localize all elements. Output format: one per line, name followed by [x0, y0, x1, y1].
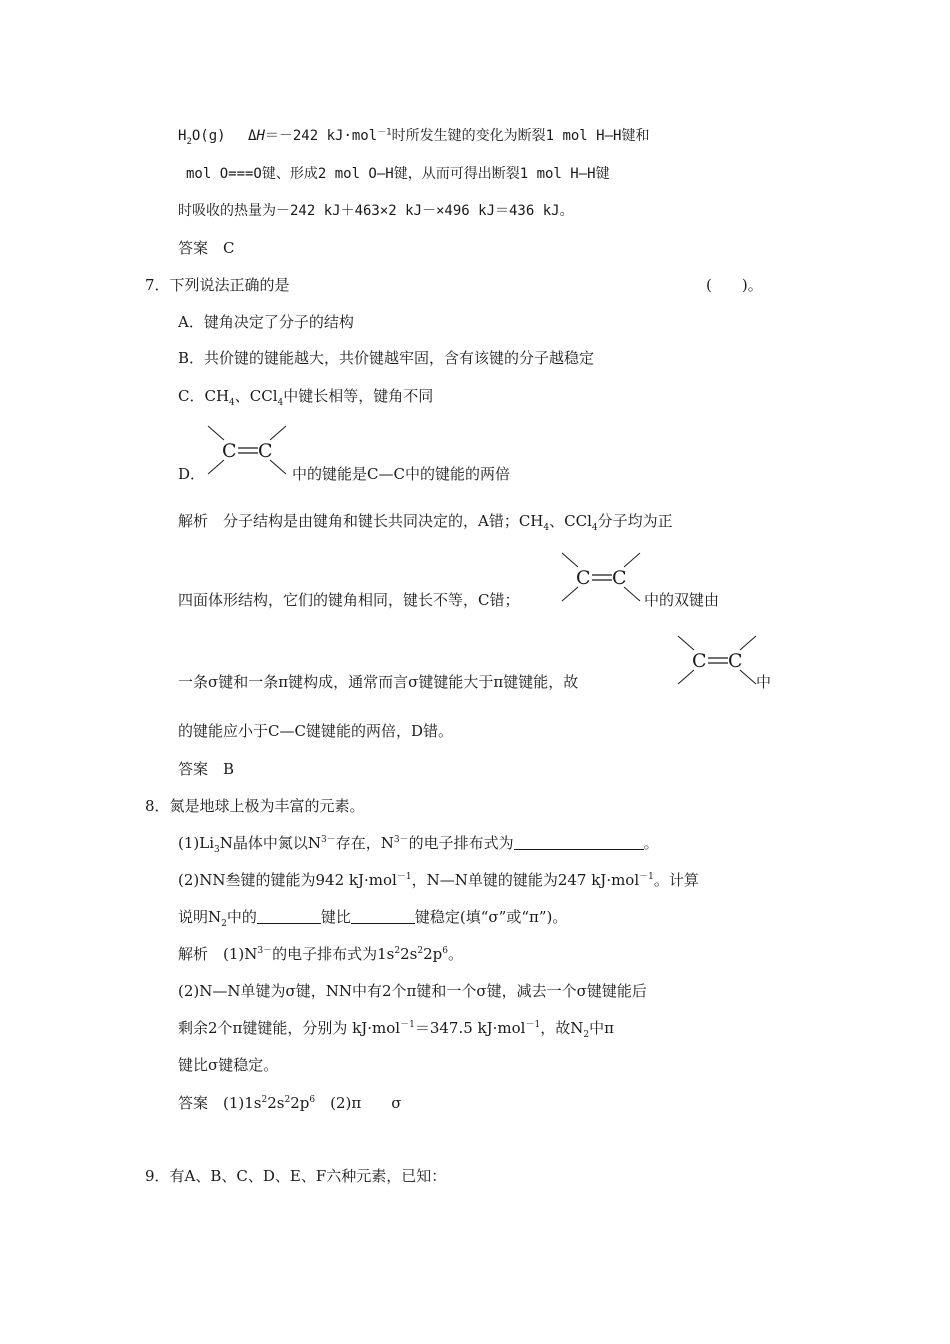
ethylene-structure-1	[202, 422, 292, 478]
analysis-8-line-3: 剩余2个π键键能，分别为 kJ·mol$^{-1}$＝347.5 kJ·mol$^{-1}$，故$N_2$中π	[178, 1019, 614, 1040]
analysis-7-line-2b: 中的双键由	[644, 591, 720, 609]
analysis-7-line-2a: 四面体形结构，它们的键角相同，键长不等，C错；	[178, 591, 520, 609]
option-7-d-label: D．	[178, 465, 206, 483]
option-7-c: C．$CH_4$、CCl$_4$中键长相等，键角不同	[178, 387, 434, 408]
answer-8: 答案 $(1)1s^22s^22p^6$ (2)π σ	[178, 1094, 402, 1112]
analysis-7-line-3b: 中	[756, 673, 772, 691]
analysis-7-line-4: 的键能应小于C—C键键能的两倍，D错。	[178, 722, 453, 740]
analysis-8-line-4: 键比σ键稳定。	[178, 1056, 279, 1074]
carbon-atom-left: C	[692, 650, 707, 672]
answer-blank[interactable]	[351, 909, 415, 924]
question-7-stem: 7．下列说法正确的是	[145, 276, 290, 294]
carbon-atom-right: C	[612, 567, 627, 589]
question-9-stem: 9．有A、B、C、D、E、F六种元素，已知：	[145, 1167, 447, 1185]
question-7-bracket: ( )。	[706, 276, 763, 294]
carbon-atom-right: C	[728, 650, 743, 672]
carbon-atom-left: C	[222, 440, 237, 462]
solution-line-3: 时吸收的热量为－242 kJ＋463×2 kJ－×496 kJ＝436 kJ。	[178, 203, 574, 219]
option-7-a: A．键角决定了分子的结构	[178, 313, 354, 331]
answer-blank[interactable]	[257, 909, 321, 924]
option-7-d-text: 中的键能是C—C中的键能的两倍	[292, 465, 510, 483]
question-8-part-2: (2)NN叁键的键能为942 kJ·mol$^{-1}$，N—N单键的键能为247 kJ·mol$^{-1}$。计算	[178, 871, 699, 889]
carbon-atom-left: C	[576, 567, 591, 589]
analysis-7-line-1: 解析 分子结构是由键角和键长共同决定的，A错；$CH_4$、CCl$_4$分子均为正	[178, 512, 673, 533]
question-8-part-1: $(1)Li_3N$晶体中氮以$N^{3-}$存在，$N^{3-}$的电子排布式为 。	[178, 834, 659, 855]
solution-line-2: mol O===O键、形成2 mol O—H键，从而可得出断裂1 mol H—H键	[186, 166, 610, 182]
question-8-stem: 8．氮是地球上极为丰富的元素。	[145, 797, 365, 815]
ethylene-structure-3	[672, 632, 762, 688]
carbon-atom-right: C	[258, 440, 273, 462]
analysis-7-line-3a: 一条σ键和一条π键构成，通常而言σ键键能大于π键键能，故	[178, 673, 579, 691]
analysis-8-line-2: (2)N—N单键为σ键，NN中有2个π键和一个σ键，减去一个σ键键能后	[178, 982, 647, 1000]
ethylene-structure-2	[556, 549, 646, 605]
answer-6: 答案 C	[178, 239, 235, 257]
answer-blank[interactable]	[514, 835, 644, 850]
option-7-b: B．共价键的键能越大，共价键越牢固，含有该键的分子越稳定	[178, 349, 595, 367]
solution-line-1: $H_2O(g)$ ΔH＝－242 kJ·mol$^{-1}$时所发生键的变化为断裂1 mol H—H键和	[178, 127, 650, 147]
analysis-8-line-1: 解析 $(1)N^{3-}$的电子排布式为$1s^22s^22p^6$。	[178, 945, 463, 963]
answer-7: 答案 B	[178, 760, 235, 778]
question-8-part-2-cont: 说明$N_2$中的 键比 键稳定(填“σ”或“π”)。	[178, 908, 568, 929]
